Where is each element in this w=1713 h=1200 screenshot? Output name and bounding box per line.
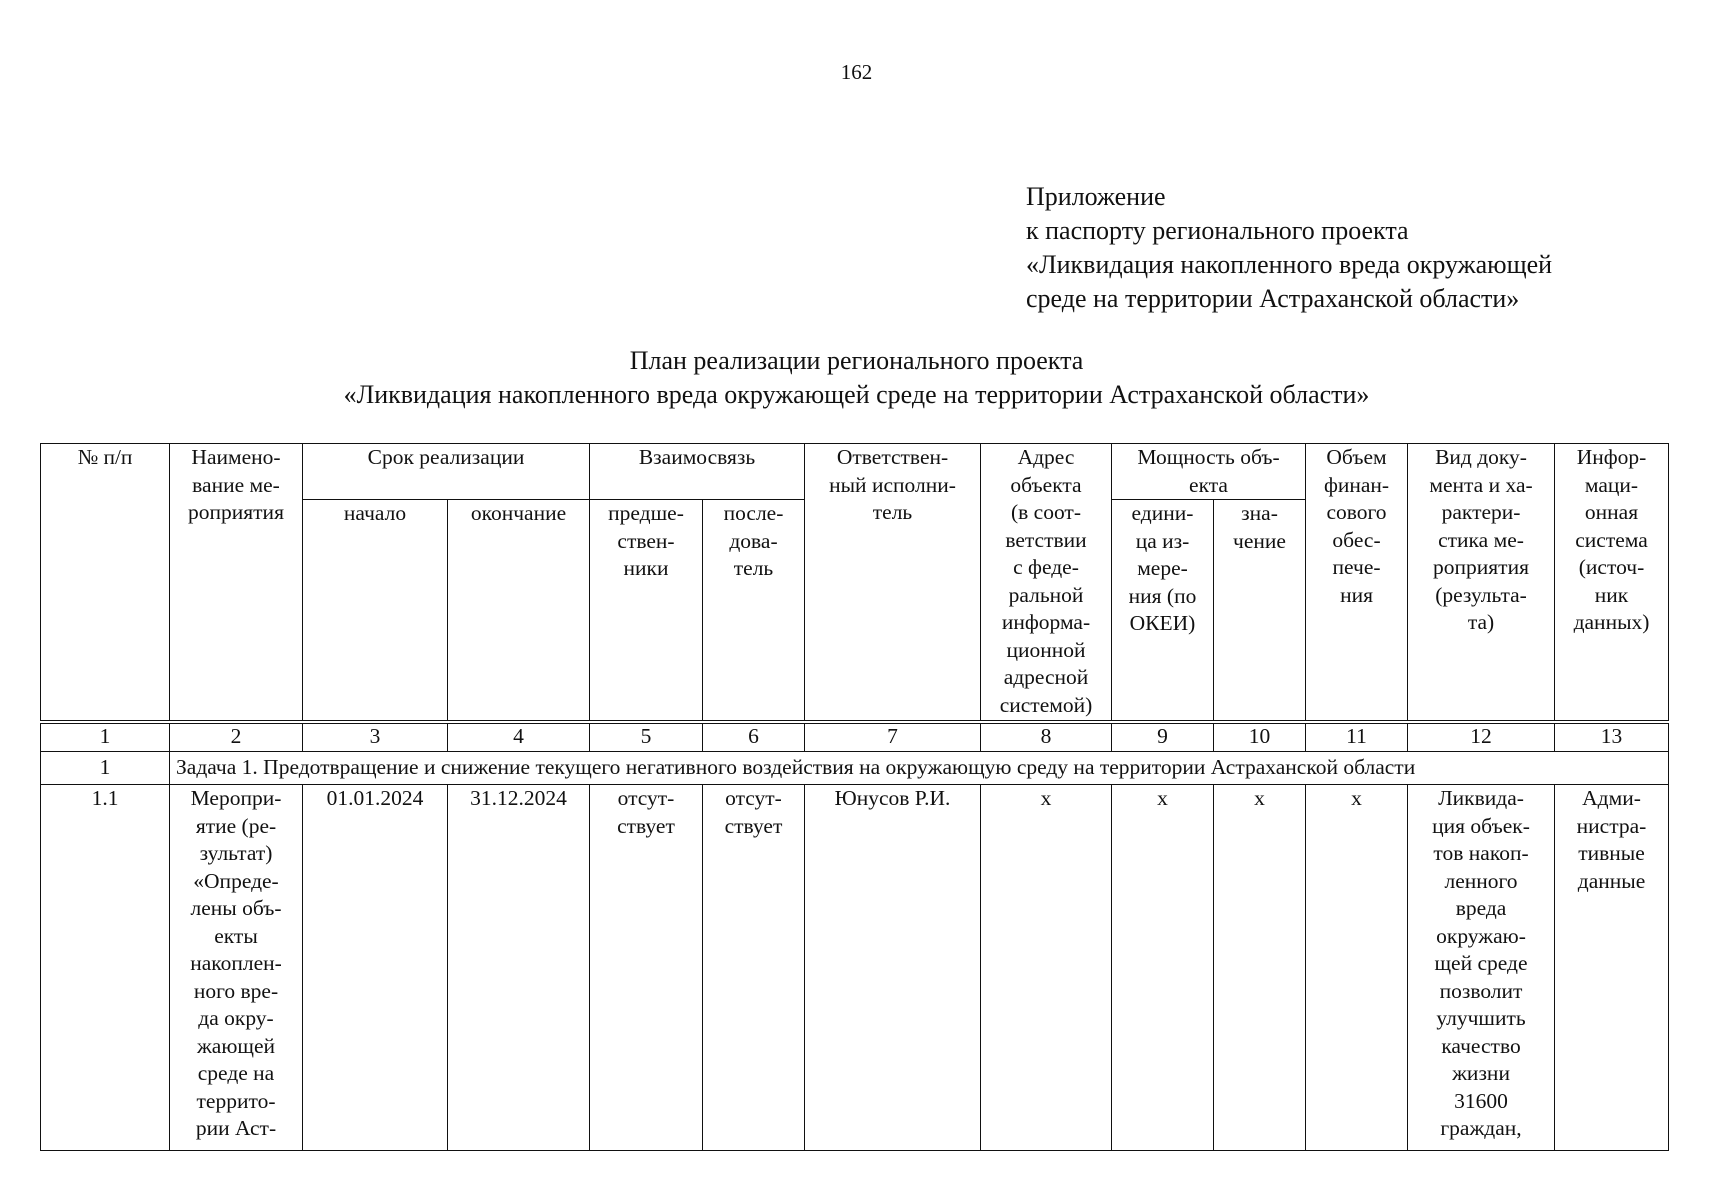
header-period: Срок реализации bbox=[303, 444, 590, 500]
row-start: 01.01.2024 bbox=[303, 785, 448, 1151]
title-line-1: План реализации регионального проекта bbox=[629, 346, 1084, 375]
header-responsible: Ответствен- ный исполни- тель bbox=[805, 444, 981, 723]
appendix-block bbox=[1026, 180, 1552, 316]
table-row bbox=[41, 785, 1669, 1151]
header-address: Адрес объекта (в соот- ветствии с феде- ральной информа- ционной адресной системой) bbox=[981, 444, 1112, 723]
title-line-2: «Ликвидация накопленного вреда окружающей среде на территории Астраханской области» bbox=[343, 380, 1370, 409]
column-number: 1 bbox=[41, 722, 170, 752]
header-value: зна- чение bbox=[1214, 500, 1306, 723]
row-num: 1.1 bbox=[41, 785, 170, 1151]
page-number: 162 bbox=[840, 60, 873, 84]
column-number: 11 bbox=[1306, 722, 1408, 752]
header-num: № п/п bbox=[41, 444, 170, 723]
column-number: 6 bbox=[703, 722, 805, 752]
row-name: Меропри- ятие (ре- зультат) «Опреде- лены объ- екты накоплен- ного вре- да окру- жающей среде на террито- рии Аст- bbox=[170, 785, 303, 1151]
task-num: 1 bbox=[41, 752, 170, 785]
row-funding: х bbox=[1306, 785, 1408, 1151]
column-number: 7 bbox=[805, 722, 981, 752]
header-start: начало bbox=[303, 500, 448, 723]
appendix-line: Приложение bbox=[1026, 182, 1166, 211]
row-unit: х bbox=[1112, 785, 1214, 1151]
row-responsible: Юнусов Р.И. bbox=[805, 785, 981, 1151]
header-end: окончание bbox=[448, 500, 590, 723]
row-successor: отсут- ствует bbox=[703, 785, 805, 1151]
task-row bbox=[41, 752, 1669, 785]
column-number: 4 bbox=[448, 722, 590, 752]
header-successor: после- дова- тель bbox=[703, 500, 805, 723]
row-value: х bbox=[1214, 785, 1306, 1151]
column-number: 8 bbox=[981, 722, 1112, 752]
header-capacity: Мощность объ- екта bbox=[1112, 444, 1306, 500]
plan-table bbox=[40, 443, 1669, 1151]
header-funding: Объем финан- сового обес- пече- ния bbox=[1306, 444, 1408, 723]
header-info-system: Инфор- маци- онная система (источ- ник данных) bbox=[1555, 444, 1669, 723]
header-doc-type: Вид доку- мента и ха- рактери- стика ме- роприятия (результа- та) bbox=[1408, 444, 1555, 723]
column-number-row bbox=[41, 722, 1669, 752]
row-end: 31.12.2024 bbox=[448, 785, 590, 1151]
header-name: Наимено- вание ме- роприятия bbox=[170, 444, 303, 723]
task-text: Задача 1. Предотвращение и снижение текущего негативного воздействия на окружающую среду на территории Астраханской области bbox=[170, 752, 1669, 785]
column-number: 5 bbox=[590, 722, 703, 752]
header-predecessors: предше- ствен- ники bbox=[590, 500, 703, 723]
column-number: 9 bbox=[1112, 722, 1214, 752]
row-info-system: Адми- нистра- тивные данные bbox=[1555, 785, 1669, 1151]
appendix-line: к паспорту регионального проекта bbox=[1026, 216, 1409, 245]
column-number: 13 bbox=[1555, 722, 1669, 752]
header-unit: едини- ца из- мере- ния (по ОКЕИ) bbox=[1112, 500, 1214, 723]
header-row-1 bbox=[41, 444, 1669, 500]
column-number: 3 bbox=[303, 722, 448, 752]
column-number: 10 bbox=[1214, 722, 1306, 752]
column-number: 12 bbox=[1408, 722, 1555, 752]
row-address: х bbox=[981, 785, 1112, 1151]
document-title bbox=[0, 344, 1713, 412]
column-number: 2 bbox=[170, 722, 303, 752]
appendix-line: среде на территории Астраханской области» bbox=[1026, 284, 1520, 313]
row-predecessors: отсут- ствует bbox=[590, 785, 703, 1151]
row-doc-type: Ликвида- ция объек- тов накоп- ленного вреда окружаю- щей среде позволит улучшить качество жизни 31600 граждан, bbox=[1408, 785, 1555, 1151]
appendix-line: «Ликвидация накопленного вреда окружающей bbox=[1026, 250, 1553, 279]
header-relation: Взаимосвязь bbox=[590, 444, 805, 500]
